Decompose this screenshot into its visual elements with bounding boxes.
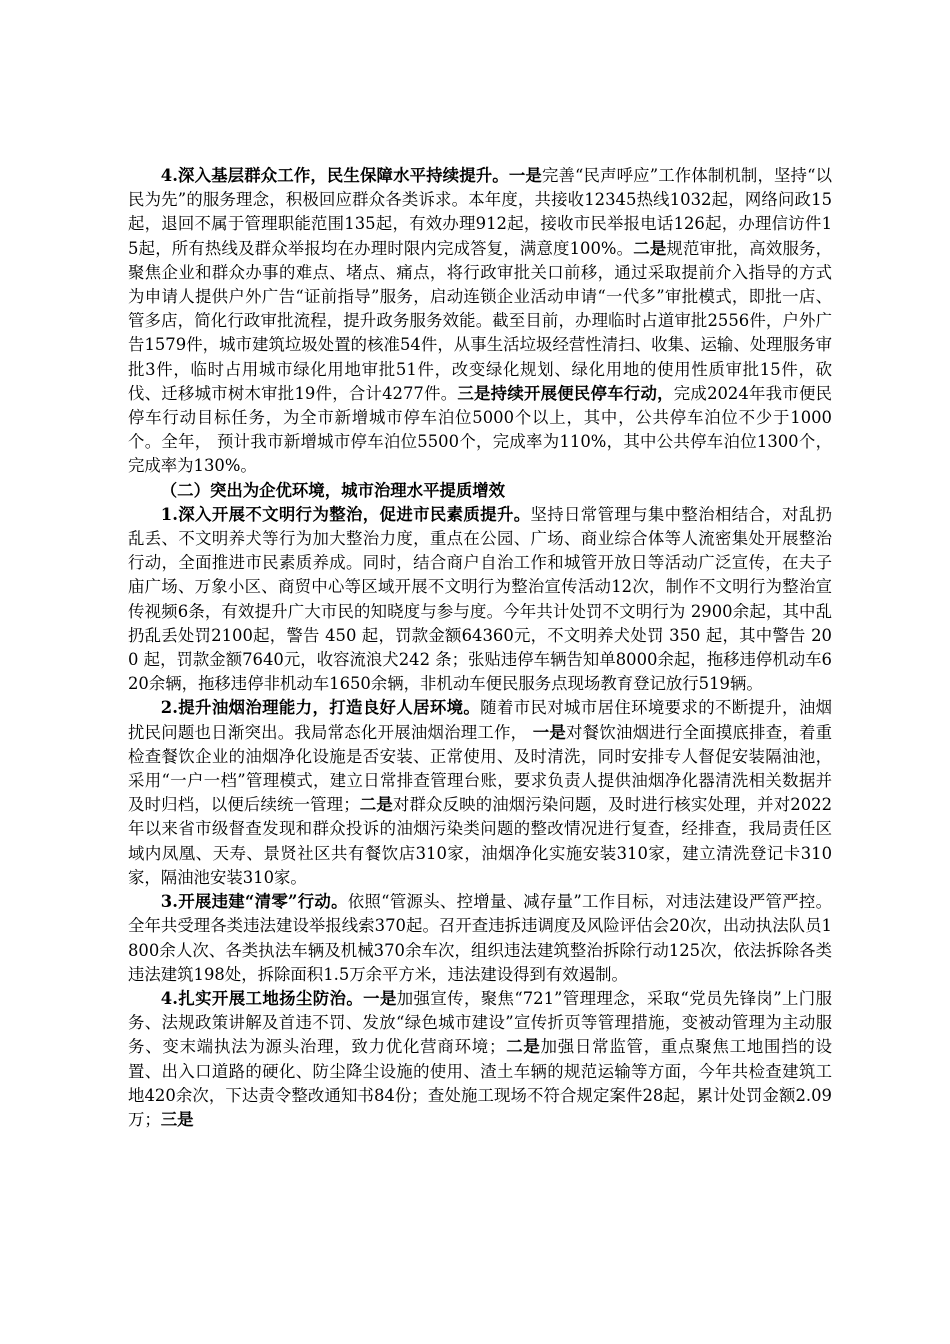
bold-text-run: 一是: [508, 166, 542, 185]
text-run: 完成2024年我市便民停车行动目标任务，为全市新增城市停车泊位5000个以上，其中，公共停车泊位不少于1000个。全年， 预计我市新增城市停车泊位5500个，完成率为110%，其中公共停车泊位1300个，完成率为130%。: [128, 383, 833, 476]
text-run: 坚持日常管理与集中整治相结合，对乱扔乱丢、不文明养犬等行为加大整治力度，重点在公园、广场、商业综合体等人流密集处开展整治行动，全面推进市民素质养成。同时，结合商户自治工作和城管开放日等活动广泛宣传，在夫子庙广场、万象小区、商贸中心等区域开展不文明行为整治宣传活动12次，制作不文明行为整治宣传视频6条，有效提升广大市民的知晓度与参与度。今年共计处罚不文明行为 2900余起，其中乱扔乱丢处罚2100起，警告 450 起，罚款金额64360元，不文明养犬处罚 350 起，其中警告 200 起，罚款金额7640元，收容流浪犬242 条；张贴违停车辆告知单8000余起，拖移违停机动车620余辆，拖移违停非机动车1650余辆，非机动车便民服务点现场教育登记放行519辆。: [128, 504, 832, 694]
text-run: 随着市民对城市居住环境要求的不断提升，油烟扰民问题也日渐突出。我局常态化开展油烟治理工作，: [128, 698, 832, 742]
bold-text-run: 2.提升油烟治理能力，打造良好人居环境。: [160, 698, 481, 718]
text-run: 加强日常监管，重点聚焦工地围挡的设置、出入口道路的硬化、防尘降尘设施的使用、渣土车辆的规范运输等方面，今年共检查建筑工地420余次，下达责令整改通知书84份；查处施工现场不符合规定案件28起，累计处罚金额2.09万；: [128, 1037, 833, 1129]
document-body: [128, 164, 832, 1132]
bold-text-run: 二是: [359, 795, 393, 815]
bold-text-run: 1.深入开展不文明行为整治，促进市民素质提升。: [160, 504, 531, 524]
section-heading: [128, 479, 832, 503]
text-run: 对餐饮油烟进行全面摸底排查，着重检查餐饮企业的油烟净化设施是否安装、正常使用、及时清洗，同时安排专人督促安装隔油池，采用“一户一档”管理模式，建立日常排查管理台账，要求负责人提供油烟净化器清洗相关数据并及时归档，以便后续统一管理；: [128, 722, 833, 815]
text-run: 完善“民声呼应”工作体制机制，坚持“以民为先”的服务理念，积极回应群众各类诉求。本年度，共接收12345热线1032起，网络问政15起，退回不属于管理职能范围135起，有效办理912起，接收市民举报电话126起，办理信访件15起，所有热线及群众举报均在办理时限内完成答复，满意度100%。: [128, 166, 833, 258]
bold-text-run: 3.开展违建“清零”行动。: [160, 892, 348, 912]
bold-text-run: 三是: [160, 1109, 194, 1129]
text-run: 依照“管源头、控增量、减存量”工作目标，对违法建设严管严控。全年共受理各类违法建设举报线索370起。召开查违拆违调度及风险评估会20次，出动执法队员1800余人次、各类执法车辆及机械370余车次，组织违法建筑整治拆除行动125次，依法拆除各类违法建筑198处，拆除面积1.5万余平方米，违法建设得到有效遏制。: [128, 892, 832, 984]
bold-text-run: 4.深入基层群众工作，民生保障水平持续提升。: [160, 166, 509, 185]
bold-text-run: 三是持续开展便民停车行动，: [457, 383, 674, 403]
bold-text-run: （二）突出为企优环境，城市治理水平提质增效: [160, 480, 505, 500]
body-paragraph: [128, 890, 832, 987]
text-run: 规范审批，高效服务，聚焦企业和群众办事的难点、堵点、痛点，将行政审批关口前移，通过采取提前介入指导的方式为申请人提供户外广告“证前指导”服务，启动连锁企业活动申请“一代多”审批模式，即批一店、管多店，简化行政审批流程，提升政务服务效能。截至目前，办理临时占道审批2556件，户外广告1579件，城市建筑垃圾处置的核准54件，从事生活垃圾经营性清扫、收集、运输、处理服务审批3件，临时占用城市绿化用地审批51件，改变绿化规划、绿化用地的使用性质审批15件，砍伐、迁移城市树木审批19件，合计4277件。: [128, 238, 832, 403]
text-run: 对群众反映的油烟污染问题，及时进行核实处理，并对2022年以来省市级督查发现和群众投诉的油烟污染类问题的整改情况进行复查，经排查，我局责任区域内凤凰、天寿、景贤社区共有餐饮店310家，油烟净化实施安装310家，建立清洗登记卡310家，隔油池安装310家。: [128, 795, 833, 887]
bold-text-run: 二是: [505, 1037, 541, 1057]
text-run: 加强宣传，聚焦“721”管理理念，采取“党员先锋岗”上门服务、法规政策讲解及首违不罚、发放“绿色城市建设”宣传折页等管理措施，变被动管理为主动服务、变末端执法为源头治理，致力优化营商环境；: [128, 988, 832, 1057]
body-paragraph: [128, 987, 832, 1132]
bold-text-run: 一是: [363, 988, 397, 1008]
body-paragraph: [128, 696, 832, 890]
bold-text-run: 二是: [633, 238, 667, 258]
body-paragraph: [128, 164, 832, 479]
bold-text-run: 一是: [532, 722, 567, 742]
body-paragraph: [128, 503, 832, 697]
bold-text-run: 4.扎实开展工地扬尘防治。: [160, 988, 364, 1008]
